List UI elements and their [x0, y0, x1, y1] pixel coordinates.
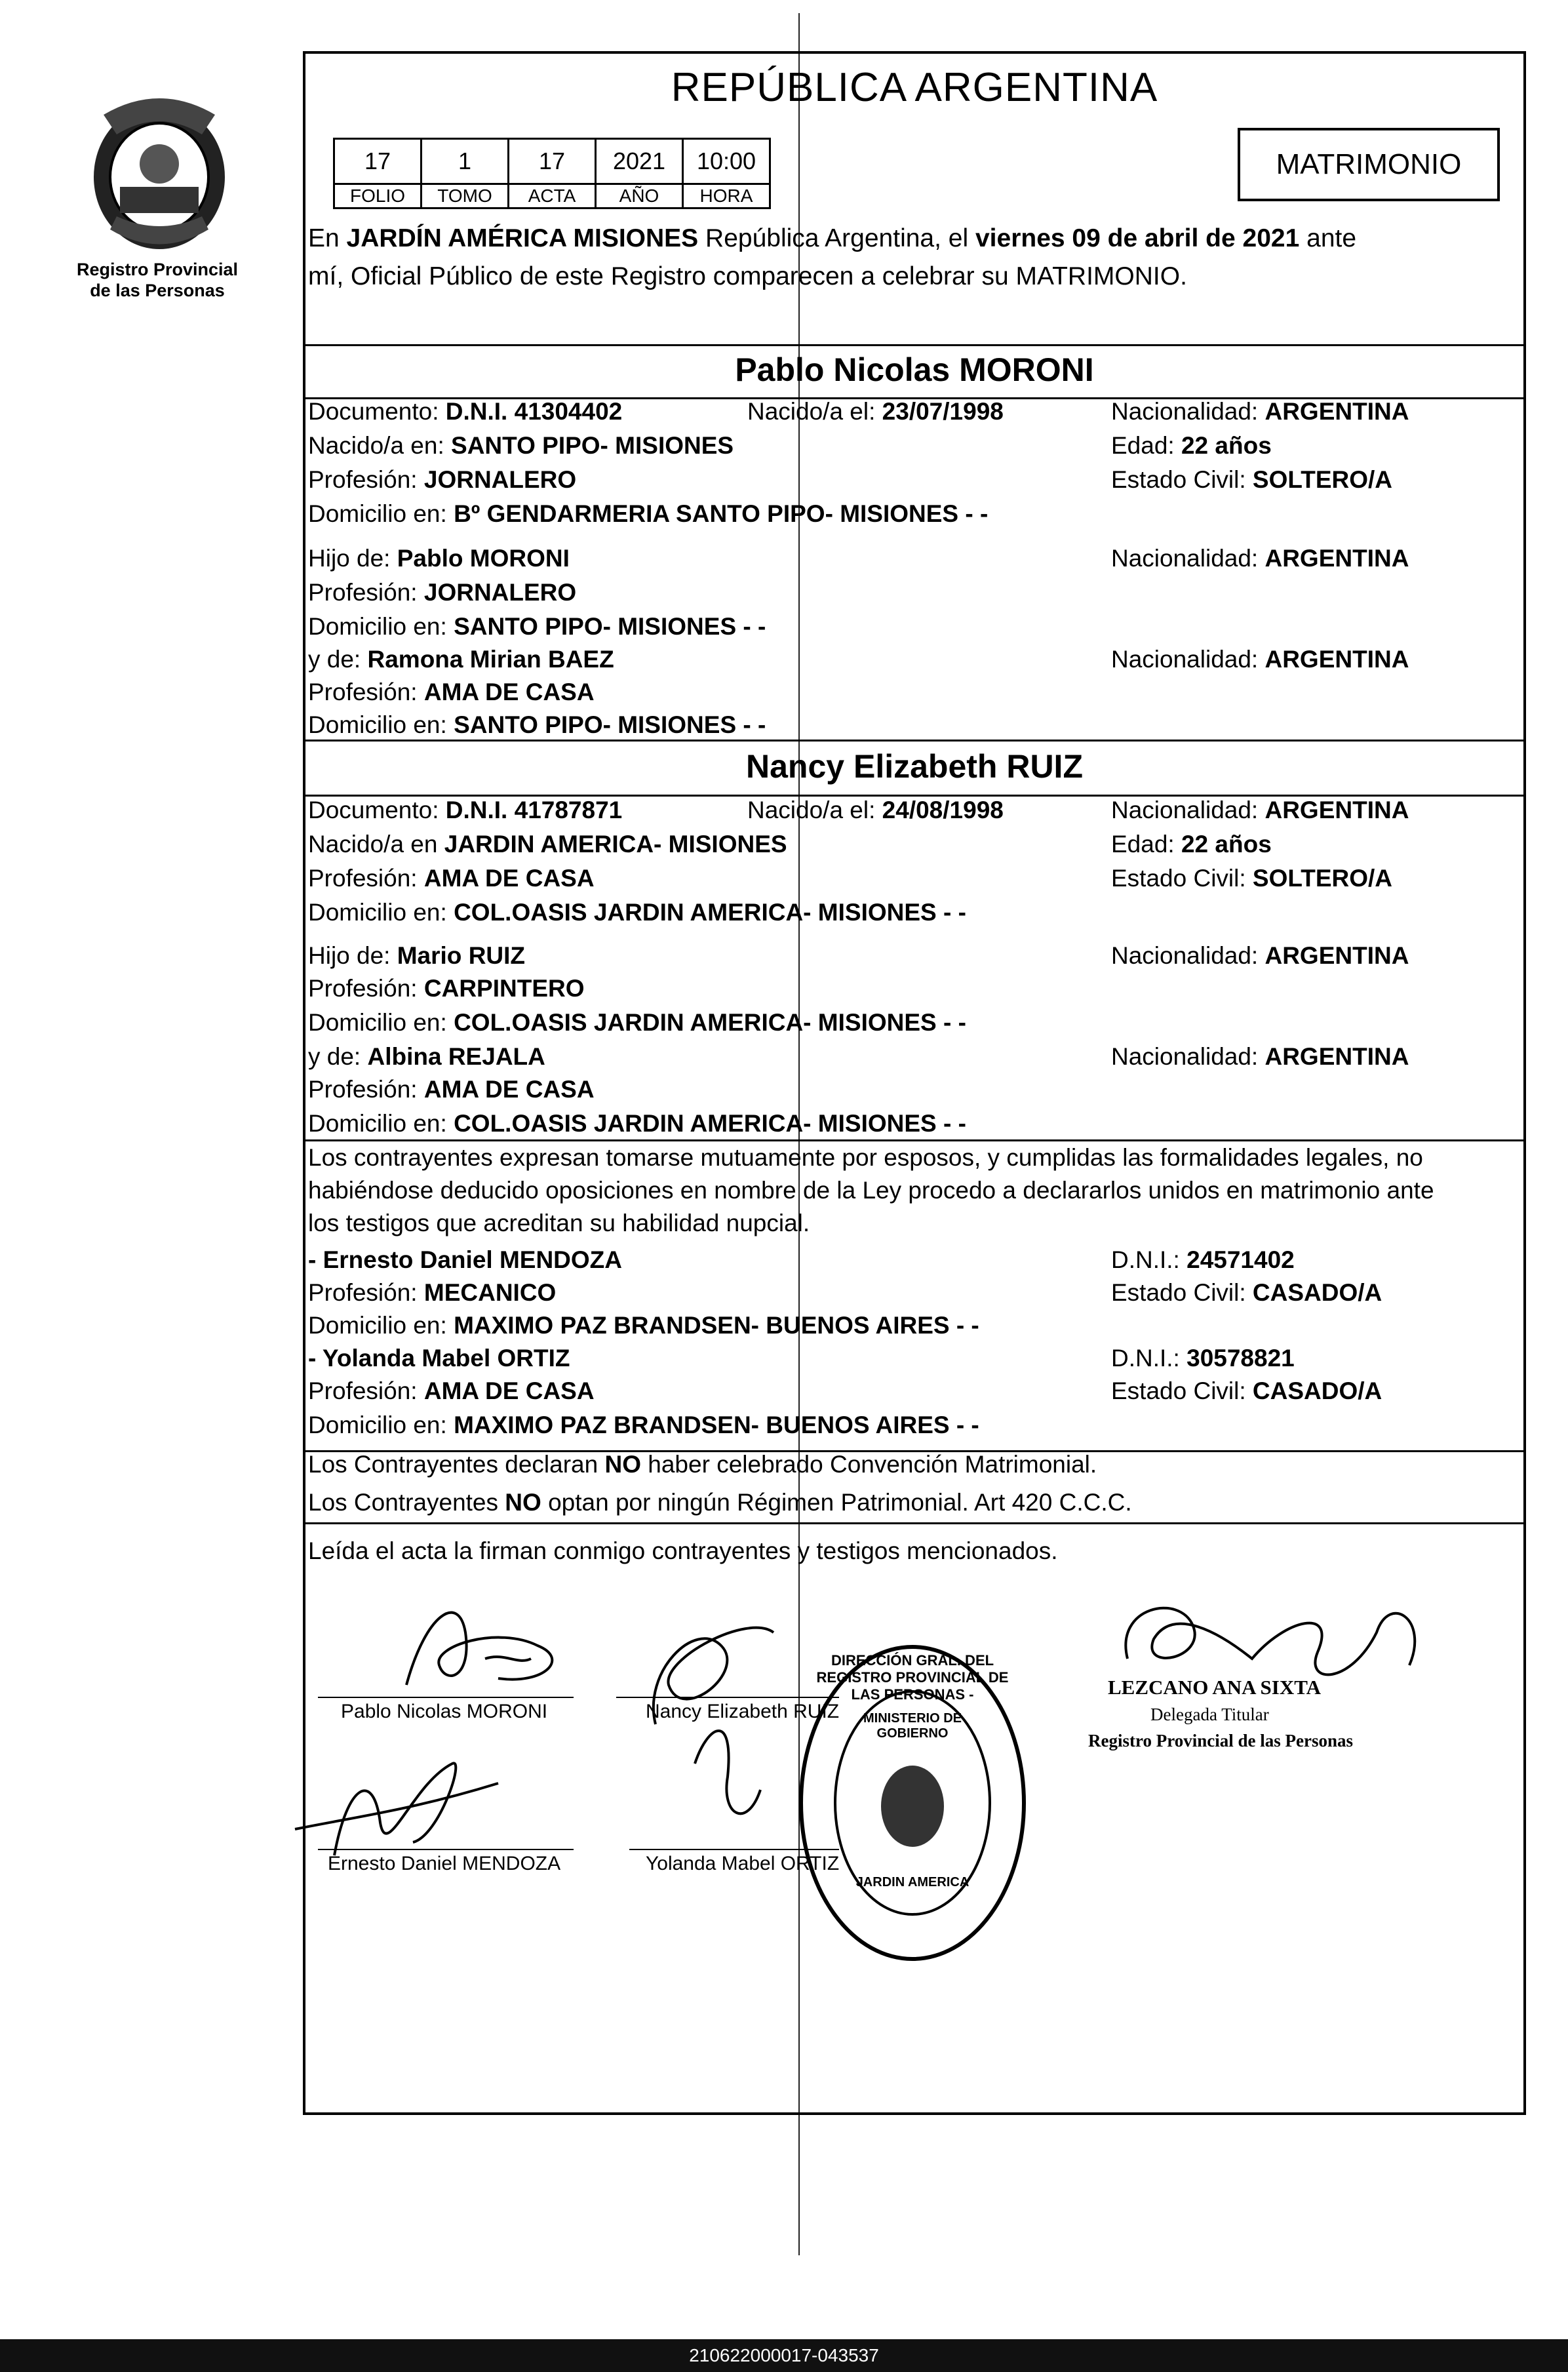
intro-line2: mí, Oficial Público de este Registro comparecen a celebrar su MATRIMONIO. — [308, 262, 1187, 290]
declaracion-line1: Los contrayentes expresan tomarse mutuamente por esposos, y cumplidas las formalidades legales, no — [308, 1144, 1423, 1171]
c2-madre-nacionalidad: Nacionalidad: ARGENTINA — [1111, 1043, 1409, 1070]
c2-profesion: Profesión: AMA DE CASA — [308, 865, 595, 892]
testigo1-profesion: Profesión: MECANICO — [308, 1279, 557, 1306]
oficial-name: LEZCANO ANA SIXTA — [1108, 1676, 1322, 1699]
oficial-title: Delegada Titular — [1150, 1705, 1269, 1724]
testigo2-name: - Yolanda Mabel ORTIZ — [308, 1345, 570, 1372]
contrayente1-name: Pablo Nicolas MORONI — [735, 351, 1094, 388]
c2-madre: y de: Albina REJALA — [308, 1043, 545, 1070]
hora-label: HORA — [683, 184, 770, 208]
c1-padre: Hijo de: Pablo MORONI — [308, 545, 570, 572]
footer-code: 210622000017-043537 — [0, 2339, 1568, 2372]
registry-caption-line2: de las Personas — [90, 281, 225, 300]
c1-profesion: Profesión: JORNALERO — [308, 466, 577, 493]
anio-label: AÑO — [596, 184, 683, 208]
c2-padre-domicilio: Domicilio en: COL.OASIS JARDIN AMERICA- MISIONES - - — [308, 1009, 966, 1036]
hora-value: 10:00 — [683, 139, 770, 184]
record-type-box: MATRIMONIO — [1238, 128, 1500, 201]
acta-label: ACTA — [509, 184, 596, 208]
declaracion-line3: los testigos que acreditan su habilidad nupcial. — [308, 1210, 810, 1236]
signature-moroni-icon — [367, 1587, 583, 1711]
folio-label: FOLIO — [334, 184, 421, 208]
signature-label-ortiz: Yolanda Mabel ORTIZ — [646, 1853, 840, 1874]
c1-padre-nacionalidad: Nacionalidad: ARGENTINA — [1111, 545, 1409, 572]
contrayente2-name: Nancy Elizabeth RUIZ — [746, 748, 1083, 785]
signature-label-mendoza: Ernesto Daniel MENDOZA — [328, 1853, 561, 1874]
c1-padre-domicilio: Domicilio en: SANTO PIPO- MISIONES - - — [308, 613, 766, 640]
c2-padre-profesion: Profesión: CARPINTERO — [308, 975, 585, 1002]
divider — [303, 740, 1526, 741]
testigo1-domicilio: Domicilio en: MAXIMO PAZ BRANDSEN- BUENOS AIRES - - — [308, 1312, 979, 1339]
convencion-line2: Los Contrayentes NO optan por ningún Régimen Patrimonial. Art 420 C.C.C. — [308, 1489, 1132, 1516]
c2-nacionalidad: Nacionalidad: ARGENTINA — [1111, 797, 1409, 823]
lectura-text: Leída el acta la firman conmigo contrayentes y testigos mencionados. — [308, 1537, 1058, 1564]
province-crest-icon — [77, 89, 241, 259]
seal-inner-text: MINISTERIO DE GOBIERNO — [863, 1711, 962, 1741]
c1-madre-profesion: Profesión: AMA DE CASA — [308, 679, 595, 705]
testigo2-estado-civil: Estado Civil: CASADO/A — [1111, 1377, 1382, 1404]
seal-outer-text: DIRECCIÓN GRAL. DEL REGISTRO PROVINCIAL DE LAS PERSONAS - — [816, 1652, 1009, 1703]
c2-estado-civil: Estado Civil: SOLTERO/A — [1111, 865, 1393, 892]
divider — [303, 1139, 1526, 1141]
c2-edad: Edad: 22 años — [1111, 831, 1272, 858]
convencion-line1: Los Contrayentes declaran NO haber celebrado Convención Matrimonial. — [308, 1451, 1097, 1478]
c1-nacido-el: Nacido/a el: 23/07/1998 — [747, 398, 1004, 425]
c2-nacido-en: Nacido/a en JARDIN AMERICA- MISIONES — [308, 831, 787, 858]
folio-value: 17 — [334, 139, 421, 184]
c2-domicilio: Domicilio en: COL.OASIS JARDIN AMERICA- MISIONES - - — [308, 899, 966, 926]
divider — [303, 1522, 1526, 1524]
testigo2-profesion: Profesión: AMA DE CASA — [308, 1377, 595, 1404]
c1-madre-nacionalidad: Nacionalidad: ARGENTINA — [1111, 646, 1409, 673]
signature-line — [318, 1697, 574, 1698]
signature-label-moroni: Pablo Nicolas MORONI — [341, 1701, 548, 1722]
intro-line1: En JARDÍN AMÉRICA MISIONES República Argentina, el viernes 09 de abril de 2021 ante — [308, 224, 1357, 252]
c1-nacido-en: Nacido/a en: SANTO PIPO- MISIONES — [308, 432, 734, 459]
testigo1-dni: D.N.I.: 24571402 — [1111, 1246, 1295, 1273]
tomo-value: 1 — [421, 139, 509, 184]
testigo1-name: - Ernesto Daniel MENDOZA — [308, 1246, 622, 1273]
registry-caption — [59, 259, 256, 301]
record-fields-table — [333, 138, 771, 209]
c2-nacido-el: Nacido/a el: 24/08/1998 — [747, 797, 1004, 823]
registry-caption-line1: Registro Provincial — [76, 260, 239, 279]
testigo2-domicilio: Domicilio en: MAXIMO PAZ BRANDSEN- BUENOS AIRES - - — [308, 1412, 979, 1438]
c1-madre-domicilio: Domicilio en: SANTO PIPO- MISIONES - - — [308, 711, 766, 738]
declaracion-line2: habiéndose deducido oposiciones en nombre de la Ley procedo a declararlos unidos en matrimonio ante — [308, 1177, 1434, 1204]
c1-madre: y de: Ramona Mirian BAEZ — [308, 646, 614, 673]
c1-domicilio: Domicilio en: Bº GENDARMERIA SANTO PIPO- MISIONES - - — [308, 500, 989, 527]
divider — [303, 344, 1526, 346]
c2-padre-nacionalidad: Nacionalidad: ARGENTINA — [1111, 942, 1409, 969]
c2-madre-domicilio: Domicilio en: COL.OASIS JARDIN AMERICA- MISIONES - - — [308, 1110, 966, 1137]
c1-estado-civil: Estado Civil: SOLTERO/A — [1111, 466, 1393, 493]
acta-value: 17 — [509, 139, 596, 184]
c1-padre-profesion: Profesión: JORNALERO — [308, 579, 577, 606]
testigo2-dni: D.N.I.: 30578821 — [1111, 1345, 1295, 1372]
oficial-org: Registro Provincial de las Personas — [1088, 1731, 1353, 1750]
c2-padre: Hijo de: Mario RUIZ — [308, 942, 526, 969]
anio-value: 2021 — [596, 139, 683, 184]
c1-documento: Documento: D.N.I. 41304402 — [308, 398, 623, 425]
page-title: REPÚBLICA ARGENTINA — [671, 65, 1158, 110]
tomo-label: TOMO — [421, 184, 509, 208]
c1-nacionalidad: Nacionalidad: ARGENTINA — [1111, 398, 1409, 425]
c1-edad: Edad: 22 años — [1111, 432, 1272, 459]
testigo1-estado-civil: Estado Civil: CASADO/A — [1111, 1279, 1382, 1306]
c2-documento: Documento: D.N.I. 41787871 — [308, 797, 623, 823]
signature-line — [318, 1849, 574, 1850]
official-seal — [794, 1639, 1030, 1967]
c2-madre-profesion: Profesión: AMA DE CASA — [308, 1076, 595, 1103]
signature-label-ruiz: Nancy Elizabeth RUIZ — [646, 1701, 840, 1722]
seal-city-text: JARDIN AMERICA — [855, 1875, 970, 1889]
